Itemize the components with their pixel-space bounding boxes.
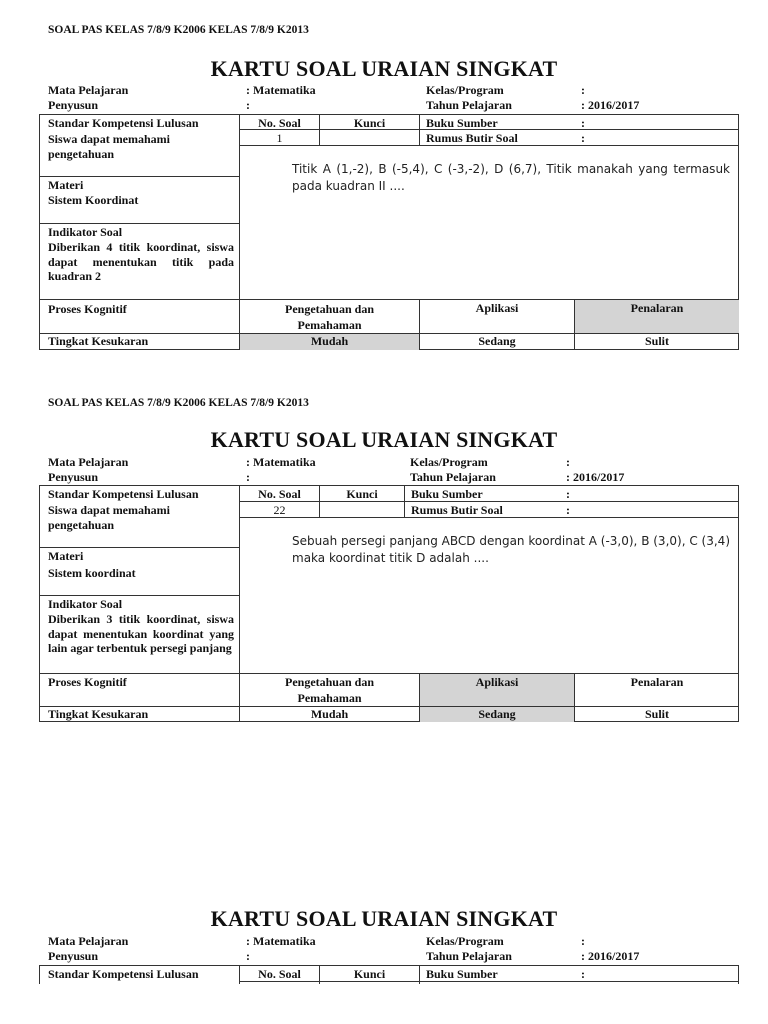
- opt-pengetahuan-line2: Pemahaman: [297, 318, 362, 332]
- card-title-3: KARTU SOAL URAIAN SINGKAT: [210, 906, 558, 931]
- opt-penalaran-selected: Penalaran: [575, 300, 739, 333]
- rumus-butir-soal-value: :: [581, 131, 585, 145]
- rumus-butir-soal-label-2: Rumus Butir Soal: [411, 503, 503, 517]
- rumus-butir-soal-value-2: :: [566, 503, 570, 517]
- buku-sumber-value: :: [581, 116, 585, 130]
- opt-sulit-2: Sulit: [644, 707, 669, 721]
- indikator-soal-text-2: Diberikan 3 titik koordinat, siswa dapat menentukan koordinat yang lain agar terbentuk persegi panjang: [48, 612, 234, 655]
- penyusun-label-2: Penyusun: [48, 470, 99, 484]
- opt-penalaran-2: Penalaran: [630, 675, 684, 689]
- opt-pengetahuan-2: [240, 674, 419, 706]
- buku-sumber-label: Buku Sumber: [426, 116, 498, 130]
- card-title: KARTU SOAL URAIAN SINGKAT: [210, 56, 558, 81]
- penyusun-value-2: :: [246, 470, 250, 484]
- skl-label-2: Standar Kompetensi Lulusan: [48, 487, 199, 501]
- card-title-2: KARTU SOAL URAIAN SINGKAT: [210, 427, 558, 452]
- opt-pengetahuan-line1: Pengetahuan dan: [284, 302, 375, 316]
- mata-pelajaran-value-2: : Matematika: [246, 455, 316, 469]
- tahun-pelajaran-label-2: Tahun Pelajaran: [410, 470, 496, 484]
- no-soal-value: 1: [276, 131, 283, 145]
- penyusun-value: :: [246, 98, 250, 112]
- kunci-label-2: Kunci: [346, 487, 378, 501]
- kelas-program-value-2: :: [566, 455, 570, 469]
- opt-sedang-selected-2: Sedang: [420, 707, 574, 722]
- opt-pengetahuan-line1-2: Pengetahuan dan: [284, 675, 375, 689]
- opt-aplikasi: Aplikasi: [475, 301, 519, 315]
- opt-mudah-selected: Mudah: [240, 334, 419, 350]
- skl-text: Siswa dapat memahami pengetahuan: [48, 132, 171, 161]
- no-soal-label-3: No. Soal: [258, 967, 301, 981]
- question-text-2: Sebuah persegi panjang ABCD dengan koordinat A (-3,0), B (3,0), C (3,4) maka koordinat titik D adalah ....: [292, 534, 730, 565]
- opt-aplikasi-selected-2: Aplikasi: [420, 674, 574, 706]
- indikator-soal-label-2: Indikator Soal: [48, 597, 123, 611]
- mata-pelajaran-value: : Matematika: [246, 83, 316, 97]
- kelas-program-value-3: :: [581, 934, 585, 948]
- indikator-soal-label: Indikator Soal: [48, 225, 123, 239]
- materi-label: Materi: [48, 178, 84, 192]
- tahun-pelajaran-value-2: : 2016/2017: [566, 470, 625, 484]
- kelas-program-label-3: Kelas/Program: [426, 934, 504, 948]
- opt-sulit: Sulit: [644, 334, 669, 348]
- page-bottom-mask: [0, 984, 768, 1024]
- tahun-pelajaran-label: Tahun Pelajaran: [426, 98, 512, 112]
- skl-label: Standar Kompetensi Lulusan: [48, 116, 199, 130]
- tahun-pelajaran-label-3: Tahun Pelajaran: [426, 949, 512, 963]
- rumus-butir-soal-label: Rumus Butir Soal: [426, 131, 518, 145]
- tingkat-kesukaran-label: Tingkat Kesukaran: [48, 334, 149, 348]
- mata-pelajaran-label-3: Mata Pelajaran: [48, 934, 129, 948]
- materi-value: Sistem Koordinat: [48, 193, 139, 207]
- question-text: Titik A (1,-2), B (-5,4), C (-3,-2), D (6,7), Titik manakah yang termasuk pada kuadran II ....: [292, 162, 730, 193]
- kelas-program-label-2: Kelas/Program: [410, 455, 488, 469]
- question-card-2: [39, 485, 739, 722]
- question-card: [39, 114, 739, 350]
- penyusun-label-3: Penyusun: [48, 949, 99, 963]
- skl-text-2: Siswa dapat memahami pengetahuan: [48, 503, 171, 532]
- penyusun-value-3: :: [246, 949, 250, 963]
- skl-label-3: Standar Kompetensi Lulusan: [48, 967, 199, 981]
- mata-pelajaran-label: Mata Pelajaran: [48, 83, 129, 97]
- buku-sumber-label-3: Buku Sumber: [426, 967, 498, 981]
- no-soal-label: No. Soal: [258, 116, 301, 130]
- page-header-2: SOAL PAS KELAS 7/8/9 K2006 KELAS 7/8/9 K2013: [48, 397, 309, 409]
- buku-sumber-value-3: :: [581, 967, 585, 981]
- mata-pelajaran-label-2: Mata Pelajaran: [48, 455, 129, 469]
- tahun-pelajaran-value: : 2016/2017: [581, 98, 640, 112]
- opt-pengetahuan: [240, 301, 419, 333]
- kunci-label-3: Kunci: [353, 967, 386, 981]
- no-soal-label-2: No. Soal: [258, 487, 301, 501]
- no-soal-value-2: 22: [273, 503, 286, 517]
- kelas-program-value: :: [581, 83, 585, 97]
- proses-kognitif-label-2: Proses Kognitif: [48, 675, 127, 689]
- tingkat-kesukaran-label-2: Tingkat Kesukaran: [48, 707, 149, 721]
- opt-mudah-2: Mudah: [310, 707, 349, 721]
- indikator-soal-text: Diberikan 4 titik koordinat, siswa dapat menentukan titik pada kuadran 2: [48, 240, 234, 283]
- page-header: SOAL PAS KELAS 7/8/9 K2006 KELAS 7/8/9 K2013: [48, 24, 309, 36]
- kunci-label: Kunci: [353, 116, 386, 130]
- mata-pelajaran-value-3: : Matematika: [246, 934, 316, 948]
- materi-value-2: Sistem koordinat: [48, 566, 136, 580]
- opt-sedang: Sedang: [478, 334, 516, 348]
- kelas-program-label: Kelas/Program: [426, 83, 504, 97]
- tahun-pelajaran-value-3: : 2016/2017: [581, 949, 640, 963]
- buku-sumber-label-2: Buku Sumber: [411, 487, 483, 501]
- opt-pengetahuan-line2-2: Pemahaman: [297, 691, 362, 705]
- penyusun-label: Penyusun: [48, 98, 99, 112]
- materi-label-2: Materi: [48, 549, 84, 563]
- buku-sumber-value-2: :: [566, 487, 570, 501]
- proses-kognitif-label: Proses Kognitif: [48, 302, 127, 316]
